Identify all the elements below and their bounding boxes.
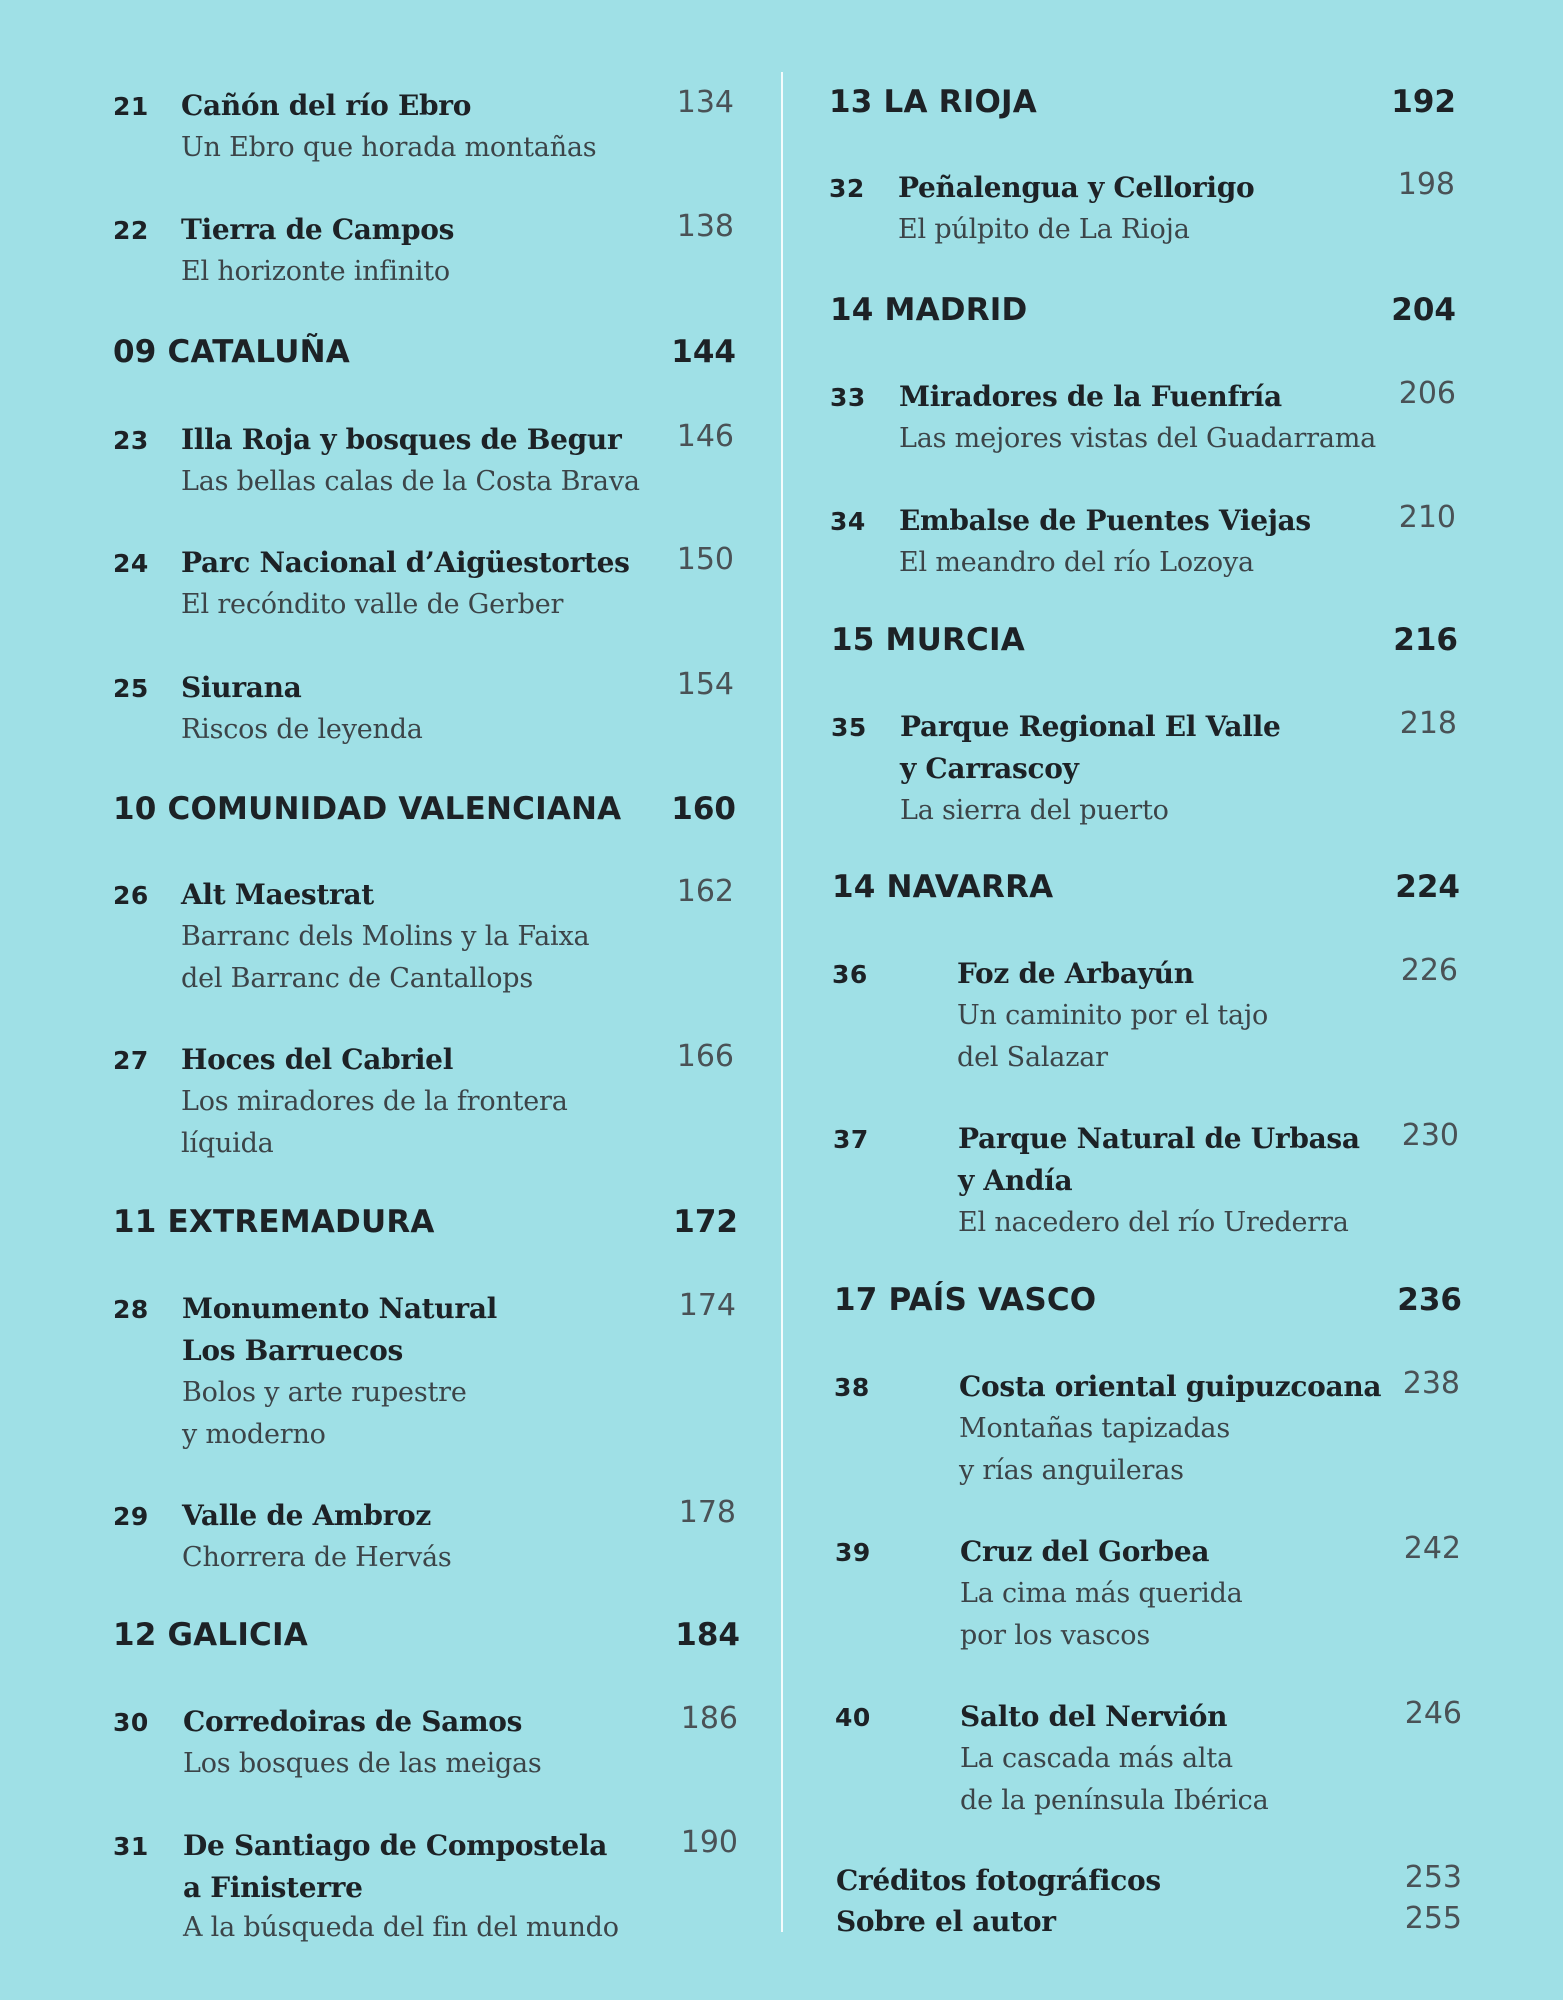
entry-title: Parque Regional El Valle y Carrascoy [900, 710, 1281, 785]
column-divider [781, 72, 783, 1932]
section-heading: 09 CATALUÑA [113, 334, 350, 370]
entry-page: 154 [676, 667, 734, 702]
section-page: 160 [671, 791, 736, 827]
entry-number: 23 [113, 426, 149, 455]
entry-number: 40 [835, 1703, 871, 1732]
credits-page: 253 [1404, 1860, 1462, 1895]
section-heading: 14 MADRID [830, 292, 1028, 328]
entry-page: 226 [1400, 953, 1458, 988]
entry-number: 28 [113, 1295, 149, 1324]
entry-title: Monumento Natural Los Barruecos [182, 1292, 497, 1367]
section-heading: 15 MURCIA [831, 622, 1025, 658]
entry-title: Alt Maestrat [181, 878, 374, 911]
entry-number: 25 [113, 674, 149, 703]
entry-subtitle: Barranc dels Molins y la Faixa del Barranc de Cantallops [181, 921, 590, 994]
entry-number: 21 [113, 92, 149, 121]
entry-subtitle: La cima más querida por los vascos [960, 1578, 1243, 1651]
entry-title: Salto del Nervión [960, 1700, 1228, 1733]
section-page: 204 [1391, 292, 1456, 328]
entry-title: Embalse de Puentes Viejas [899, 504, 1311, 537]
entry-subtitle: La sierra del puerto [900, 795, 1169, 826]
entry-page: 198 [1397, 167, 1455, 202]
entry-title: Illa Roja y bosques de Begur [181, 423, 622, 456]
entry-subtitle: Las mejores vistas del Guadarrama [899, 423, 1377, 454]
entry-subtitle: El recóndito valle de Gerber [181, 589, 564, 620]
entry-number: 24 [113, 549, 149, 578]
section-heading: 14 NAVARRA [832, 869, 1054, 905]
entry-subtitle: Chorrera de Hervás [182, 1542, 452, 1573]
entry-title: Miradores de la Fuenfría [899, 380, 1282, 413]
entry-title: Parque Natural de Urbasa y Andía [958, 1122, 1360, 1197]
entry-page: 218 [1399, 706, 1457, 741]
section-heading: 13 LA RIOJA [829, 84, 1037, 120]
entry-title: Tierra de Campos [181, 213, 455, 246]
section-page: 236 [1397, 1282, 1462, 1318]
entry-title: Cruz del Gorbea [960, 1535, 1210, 1568]
entry-title: Valle de Ambroz [182, 1499, 432, 1532]
entry-subtitle: Los miradores de la frontera líquida [181, 1086, 568, 1159]
entry-subtitle: El meandro del río Lozoya [899, 547, 1254, 578]
section-page: 144 [671, 334, 736, 370]
entry-number: 31 [113, 1832, 149, 1861]
entry-number: 32 [829, 174, 865, 203]
entry-subtitle: A la búsqueda del fin del mundo [183, 1912, 619, 1943]
entry-page: 134 [676, 85, 734, 120]
section-page: 172 [673, 1204, 738, 1240]
section-heading: 11 EXTREMADURA [113, 1204, 435, 1240]
entry-page: 230 [1401, 1118, 1459, 1153]
entry-page: 146 [676, 419, 734, 454]
entry-page: 174 [678, 1288, 736, 1323]
entry-number: 34 [830, 507, 866, 536]
entry-subtitle: La cascada más alta de la península Ibérica [960, 1743, 1269, 1816]
entry-page: 178 [678, 1495, 736, 1530]
entry-subtitle: Los bosques de las meigas [183, 1748, 542, 1779]
entry-number: 39 [835, 1538, 871, 1567]
section-page: 216 [1393, 622, 1458, 658]
entry-page: 150 [676, 542, 734, 577]
entry-title: Corredoiras de Samos [183, 1705, 523, 1738]
entry-page: 206 [1398, 376, 1456, 411]
section-heading: 10 COMUNIDAD VALENCIANA [113, 791, 622, 827]
entry-title: Cañón del río Ebro [181, 89, 472, 122]
section-page: 192 [1391, 84, 1456, 120]
entry-page: 242 [1403, 1531, 1461, 1566]
entry-number: 26 [113, 881, 149, 910]
entry-title: Foz de Arbayún [957, 957, 1194, 990]
entry-page: 238 [1402, 1366, 1460, 1401]
entry-page: 166 [676, 1039, 734, 1074]
entry-subtitle: El horizonte infinito [181, 256, 450, 287]
entry-subtitle: El púlpito de La Rioja [898, 214, 1190, 245]
entry-subtitle: Montañas tapizadas y rías anguileras [959, 1413, 1230, 1486]
entry-page: 210 [1398, 500, 1456, 535]
section-heading: 17 PAÍS VASCO [834, 1282, 1097, 1318]
entry-number: 27 [113, 1046, 149, 1075]
entry-subtitle: El nacedero del río Urederra [958, 1207, 1349, 1238]
entry-number: 36 [832, 960, 868, 989]
about-author-page: 255 [1404, 1901, 1462, 1936]
entry-title: Parc Nacional d’Aigüestortes [181, 546, 630, 579]
entry-title: De Santiago de Compostela a Finisterre [183, 1829, 608, 1904]
entry-subtitle: Bolos y arte rupestre y moderno [182, 1377, 467, 1450]
section-page: 184 [675, 1617, 740, 1653]
entry-number: 22 [113, 216, 149, 245]
about-author-title: Sobre el autor [836, 1905, 1056, 1938]
entry-number: 35 [831, 713, 867, 742]
entry-title: Costa oriental guipuzcoana [959, 1370, 1382, 1403]
entry-page: 186 [680, 1701, 738, 1736]
entry-number: 29 [113, 1502, 149, 1531]
entry-title: Peñalengua y Cellorigo [898, 171, 1255, 204]
section-heading: 12 GALICIA [113, 1617, 308, 1653]
entry-subtitle: Un Ebro que horada montañas [181, 132, 597, 163]
entry-subtitle: Las bellas calas de la Costa Brava [181, 466, 640, 497]
entry-title: Siurana [181, 671, 302, 704]
entry-number: 33 [830, 383, 866, 412]
entry-page: 246 [1404, 1696, 1462, 1731]
entry-page: 162 [676, 874, 734, 909]
entry-page: 190 [680, 1825, 738, 1860]
entry-number: 38 [834, 1373, 870, 1402]
credits-title: Créditos fotográficos [836, 1864, 1161, 1897]
entry-page: 138 [676, 209, 734, 244]
entry-title: Hoces del Cabriel [181, 1043, 454, 1076]
entry-subtitle: Riscos de leyenda [181, 714, 423, 745]
entry-number: 30 [113, 1708, 149, 1737]
section-page: 224 [1395, 869, 1460, 905]
entry-number: 37 [833, 1125, 869, 1154]
entry-subtitle: Un caminito por el tajo del Salazar [957, 1000, 1269, 1073]
